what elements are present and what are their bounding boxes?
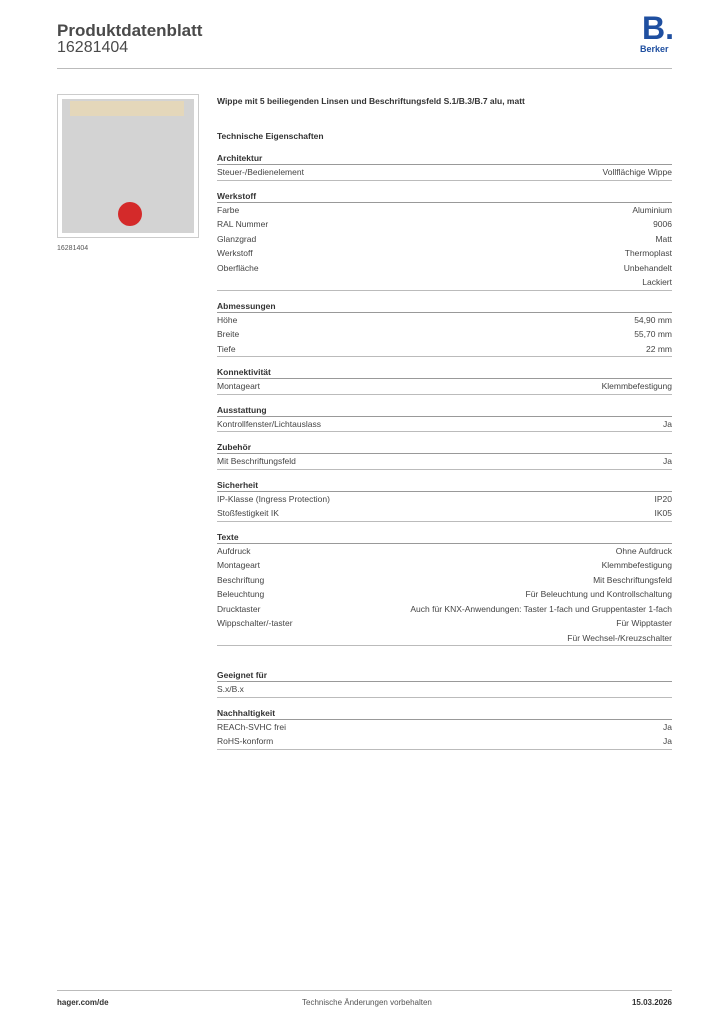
section-heading: Abmessungen — [217, 300, 672, 313]
spec-section — [217, 669, 672, 698]
section-heading: Ausstattung — [217, 404, 672, 417]
footer-divider — [57, 990, 672, 991]
spec-label: Aufdruck — [217, 545, 251, 556]
spec-value-line: 9006 — [653, 219, 672, 229]
spec-label: Montageart — [217, 381, 260, 391]
spec-value — [624, 261, 672, 290]
spec-value-line: Für Beleuchtung und Kontrollschaltung — [525, 589, 672, 599]
spec-value — [653, 217, 672, 232]
spec-value — [634, 327, 672, 342]
spec-row — [217, 203, 672, 218]
footer-note: Technische Änderungen vorbehalten — [302, 998, 432, 1007]
spec-row — [217, 682, 672, 697]
section-heading: Texte — [217, 531, 672, 544]
spec-label: S.x/B.x — [217, 684, 244, 694]
spec-row — [217, 506, 672, 521]
spec-value-line: Lackiert — [642, 277, 672, 287]
spec-row — [217, 217, 672, 232]
spec-label: IP-Klasse (Ingress Protection) — [217, 493, 330, 504]
spec-value-line: Klemmbefestigung — [601, 560, 672, 570]
spec-row — [217, 246, 672, 261]
spec-label: Stoßfestigkeit IK — [217, 508, 279, 518]
spec-value — [526, 587, 672, 602]
rocker-plate — [62, 99, 194, 233]
section-divider — [217, 697, 672, 698]
section-gap — [217, 646, 672, 660]
section-divider — [217, 290, 672, 291]
spec-section — [217, 479, 672, 522]
spec-value-line: Unbehandelt — [623, 262, 672, 273]
spec-value — [634, 313, 672, 328]
spec-label: RoHS-konform — [217, 736, 274, 746]
red-lens — [118, 202, 142, 226]
spec-value-line: 54,90 mm — [634, 314, 672, 325]
spec-label: Beschriftung — [217, 574, 265, 585]
spec-row — [217, 720, 672, 735]
spec-row — [217, 734, 672, 749]
spec-row — [217, 313, 672, 328]
spec-row — [217, 544, 672, 559]
spec-label: Kontrollfenster/Lichtauslass — [217, 418, 321, 429]
spec-value-line: IP20 — [654, 493, 672, 504]
spec-value — [625, 246, 672, 261]
spec-row — [217, 573, 672, 588]
spec-value — [632, 203, 672, 218]
spec-label: RAL Nummer — [217, 219, 269, 229]
spec-row — [217, 602, 672, 617]
spec-label: Steuer-/Bedienelement — [217, 167, 304, 177]
footer-date: 15.03.2026 — [631, 998, 672, 1007]
spec-value-line: IK05 — [654, 508, 672, 518]
spec-value-line: Klemmbefestigung — [601, 381, 672, 391]
spec-row — [217, 232, 672, 247]
spec-value-line: Für Wechsel-/Kreuzschalter — [567, 632, 672, 643]
spec-value-line: Mit Beschriftungsfeld — [593, 574, 672, 585]
section-heading: Geeignet für — [217, 669, 672, 682]
spec-section — [217, 152, 672, 181]
spec-label: Tiefe — [217, 343, 236, 354]
spec-value — [603, 165, 672, 180]
document-title: Produktdatenblatt — [57, 21, 203, 40]
spec-label: REACh-SVHC frei — [217, 721, 286, 732]
spec-value — [593, 573, 672, 588]
spec-section — [217, 707, 672, 750]
product-image — [57, 94, 199, 238]
spec-section — [217, 404, 672, 433]
section-divider — [217, 749, 672, 750]
spec-value-line: Ja — [663, 456, 672, 466]
spec-section — [217, 441, 672, 470]
spec-value — [655, 492, 673, 507]
spec-value — [616, 544, 672, 559]
spec-section — [217, 300, 672, 358]
spec-value — [567, 616, 672, 645]
section-heading: Konnektivität — [217, 366, 672, 379]
spec-label: Mit Beschriftungsfeld — [217, 456, 296, 466]
spec-row — [217, 417, 672, 432]
spec-value — [655, 232, 672, 247]
spec-value — [663, 454, 672, 469]
spec-value — [663, 417, 672, 432]
spec-label: Farbe — [217, 204, 240, 215]
section-divider — [217, 431, 672, 432]
spec-value-line: Matt — [655, 233, 672, 244]
section-heading: Architektur — [217, 152, 672, 165]
spec-sections — [217, 152, 672, 750]
tech-heading: Technische Eigenschaften — [217, 131, 324, 141]
spec-value-line: Auch für KNX-Anwendungen: Taster 1-fach und Gruppentaster 1-fach — [410, 603, 672, 614]
spec-content — [217, 93, 672, 750]
berker-logo — [640, 10, 674, 56]
header-divider — [57, 68, 672, 69]
spec-value-line: Ja — [663, 736, 672, 746]
spec-value — [602, 558, 672, 573]
spec-label: Glanzgrad — [217, 233, 257, 244]
spec-value-line: Aluminium — [632, 204, 672, 215]
article-number: 16281404 — [57, 39, 129, 56]
spec-row — [217, 492, 672, 507]
spec-value-line: Vollflächige Wippe — [602, 167, 672, 177]
spec-value — [646, 342, 672, 357]
label-field — [70, 101, 184, 116]
section-divider — [217, 521, 672, 522]
section-divider — [217, 180, 672, 181]
spec-label: Drucktaster — [217, 603, 261, 614]
spec-value — [663, 734, 672, 749]
spec-row — [217, 379, 672, 394]
spec-value — [602, 379, 672, 394]
spec-label: Höhe — [217, 314, 238, 325]
spec-label: Werkstoff — [217, 248, 253, 258]
spec-row — [217, 327, 672, 342]
logo-letter: B. — [642, 10, 674, 46]
section-heading: Zubehör — [217, 441, 672, 454]
spec-value-line: Ja — [663, 721, 672, 732]
product-title: Wippe mit 5 beiliegenden Linsen und Beschriftungsfeld S.1/B.3/B.7 alu, matt — [217, 96, 525, 106]
spec-row — [217, 587, 672, 602]
spec-section — [217, 366, 672, 395]
section-heading: Nachhaltigkeit — [217, 707, 672, 720]
section-heading: Werkstoff — [217, 190, 672, 203]
spec-row — [217, 454, 672, 469]
spec-row — [217, 342, 672, 357]
spec-value-line: Für Wipptaster — [616, 618, 672, 628]
spec-value-line: Ja — [663, 418, 672, 429]
section-heading: Sicherheit — [217, 479, 672, 492]
spec-label: Wippschalter/-taster — [217, 618, 293, 628]
spec-value — [410, 602, 672, 617]
spec-section — [217, 190, 672, 291]
spec-label: Breite — [217, 329, 240, 339]
spec-row — [217, 558, 672, 573]
spec-value — [663, 720, 672, 735]
spec-value-line: Thermoplast — [624, 248, 672, 258]
logo-text: Berker — [640, 44, 669, 54]
spec-label: Oberfläche — [217, 262, 259, 273]
section-divider — [217, 394, 672, 395]
section-divider — [217, 469, 672, 470]
spec-row — [217, 261, 672, 290]
spec-label: Montageart — [217, 560, 260, 570]
spec-value-line: 22 mm — [646, 343, 672, 354]
spec-row — [217, 616, 672, 645]
footer-website: hager.com/de — [57, 998, 109, 1007]
spec-label: Beleuchtung — [217, 589, 265, 599]
spec-section — [217, 531, 672, 647]
section-divider — [217, 356, 672, 357]
image-caption: 16281404 — [57, 245, 89, 252]
spec-value-line: Ohne Aufdruck — [615, 545, 672, 556]
spec-row — [217, 165, 672, 180]
spec-value — [655, 506, 673, 521]
spec-value-line: 55,70 mm — [634, 329, 672, 339]
